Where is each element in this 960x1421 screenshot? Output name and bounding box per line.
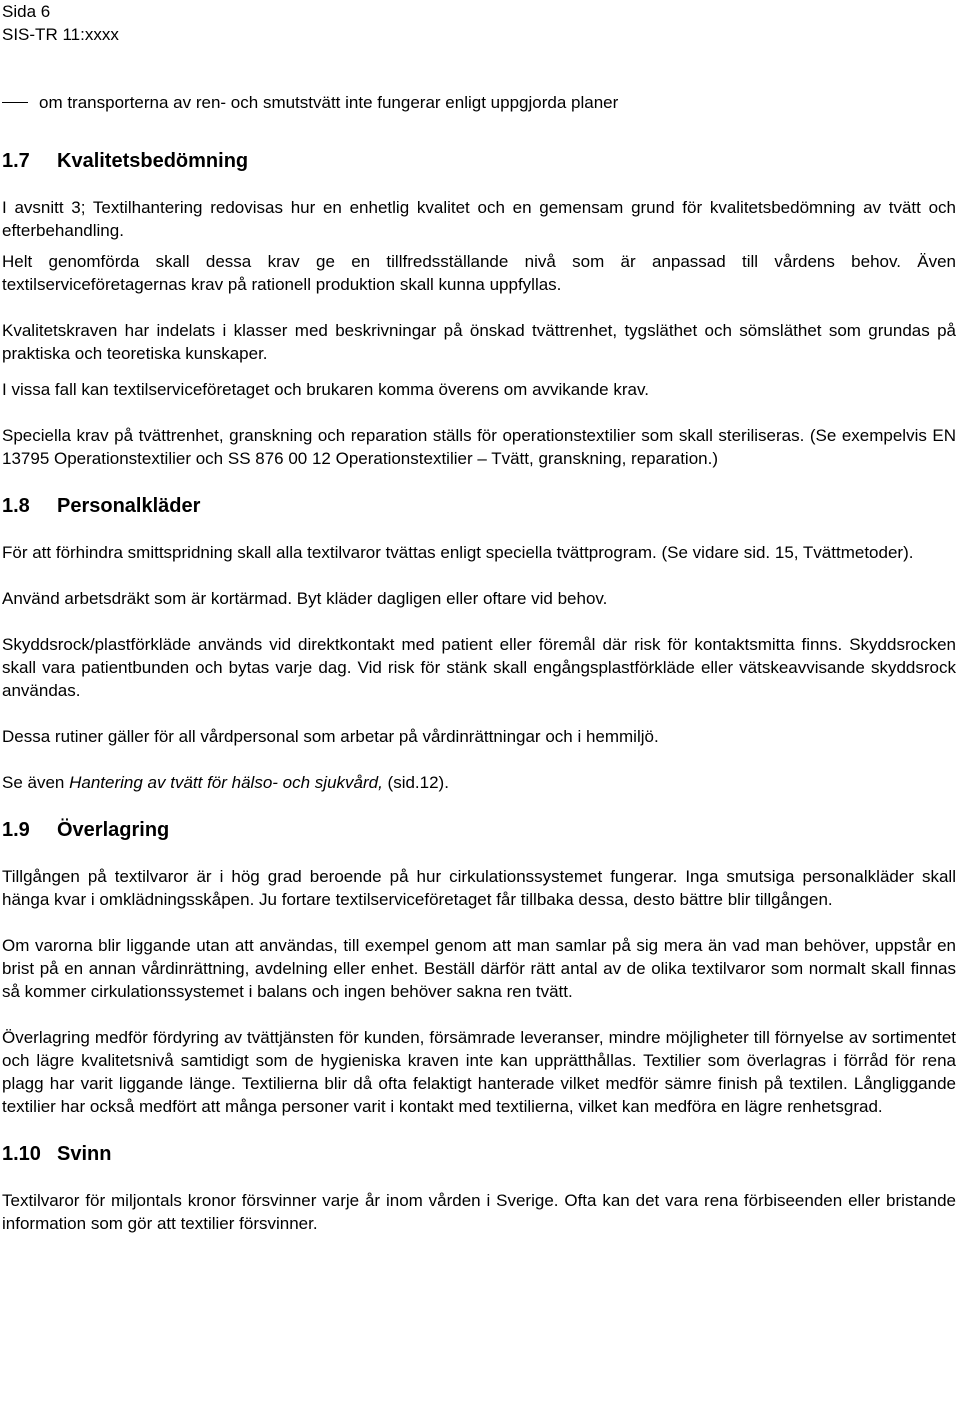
dash-bullet-icon <box>2 102 28 103</box>
section-number: 1.7 <box>2 150 30 172</box>
section-heading-1-8 <box>2 494 956 518</box>
section-heading-1-9 <box>2 818 956 842</box>
list-item <box>2 91 956 114</box>
paragraph: I avsnitt 3; Textilhantering redovisas hur en enhetlig kvalitet och en gemensam grund för kvalitetsbedömning av tvätt och efterbehandling. <box>2 198 956 240</box>
paragraph: Kvalitetskraven har indelats i klasser med beskrivningar på önskad tvättrenhet, tygsläthet och sömsläthet som grundas på praktiska och teoretiska kunskaper. <box>2 321 956 363</box>
section-title: Kvalitetsbedömning <box>57 150 249 172</box>
paragraph: Helt genomförda skall dessa krav ge en tillfredsställande nivå som är anpassad till vårdens behov. Även textilserviceföretagernas krav på rationell produktion skall kunna uppfyllas. <box>2 252 956 294</box>
section-title: Svinn <box>57 1143 112 1165</box>
document-body <box>2 91 956 1258</box>
paragraph: Tillgången på textilvaror är i hög grad beroende på hur cirkulationssystemet fungerar. Inga smutsiga personalkläder skall hänga kvar i omklädningsskåpen. Ju fortare textilserviceföretaget får tillbaka dessa, desto bättre blir tillgången. <box>2 867 956 909</box>
section-title: Överlagring <box>57 819 170 841</box>
section-number: 1.10 <box>2 1143 41 1165</box>
section-number: 1.9 <box>2 819 30 841</box>
section-heading-1-10 <box>2 1142 956 1166</box>
page-label: Sida 6 <box>2 2 51 21</box>
reference-suffix: (sid.12). <box>382 773 449 792</box>
paragraph: Använd arbetsdräkt som är kortärmad. Byt kläder dagligen eller oftare vid behov. <box>2 589 608 608</box>
page-header <box>2 0 119 46</box>
document-id: SIS-TR 11:xxxx <box>2 25 119 44</box>
reference-title: Hantering av tvätt för hälso- och sjukvård, <box>69 773 383 792</box>
paragraph: Speciella krav på tvättrenhet, granskning och reparation ställs för operationstextilier som skall steriliseras. (Se exempelvis EN 13795 Operationstextilier och SS 876 00 12 Operationstextilier – Tvätt, granskning, reparation.) <box>2 426 956 468</box>
paragraph: För att förhindra smittspridning skall alla textilvaror tvättas enligt speciella tvättprogram. (Se vidare sid. 15, Tvättmetoder). <box>2 543 914 562</box>
section-title: Personalkläder <box>57 495 201 517</box>
paragraph-reference <box>2 771 956 794</box>
section-number: 1.8 <box>2 495 30 517</box>
list-item-text: om transporterna av ren- och smutstvätt inte fungerar enligt uppgjorda planer <box>39 93 619 112</box>
paragraph: I vissa fall kan textilserviceföretaget och brukaren komma överens om avvikande krav. <box>2 380 649 399</box>
paragraph: Om varorna blir liggande utan att användas, till exempel genom att man samlar på sig mera än vad man behöver, uppstår en brist på en annan vårdinrättning, avdelning eller enhet. Beställ därför rätt antal av de olika textilvaror som normalt skall finnas så kommer cirkulationssystemet i balans och ingen behöver sakna ren tvätt. <box>2 936 956 1001</box>
section-heading-1-7 <box>2 149 956 173</box>
reference-prefix: Se även <box>2 773 70 792</box>
paragraph: Överlagring medför fördyring av tvättjänsten för kunden, försämrade leveranser, mindre möjligheter till förnyelse av sortimentet och lägre kvalitetsnivå samtidigt som de hygieniska kraven inte kan upprätthållas. Textilier som överlagras i förråd för rena plagg har varit liggande länge. Textilierna blir då ofta felaktigt hanterade vilket medför sämre finish på textilen. Långliggande textilier har också medfört att många personer varit i kontakt med textilierna, vilket kan medföra en lägre renhetsgrad. <box>2 1028 956 1116</box>
paragraph: Textilvaror för miljontals kronor försvinner varje år inom vården i Sverige. Ofta kan det vara rena förbiseenden eller bristande information som gör att textilier försvinner. <box>2 1191 956 1233</box>
paragraph: Dessa rutiner gäller för all vårdpersonal som arbetar på vårdinrättningar och i hemmiljö. <box>2 727 659 746</box>
paragraph: Skyddsrock/plastförkläde används vid direktkontakt med patient eller föremål där risk för kontaktsmitta finns. Skyddsrocken skall vara patientbunden och bytas varje dag. Vid risk för stänk skall engångsplastförkläde eller vätskeavvisande skyddsrock användas. <box>2 635 956 700</box>
